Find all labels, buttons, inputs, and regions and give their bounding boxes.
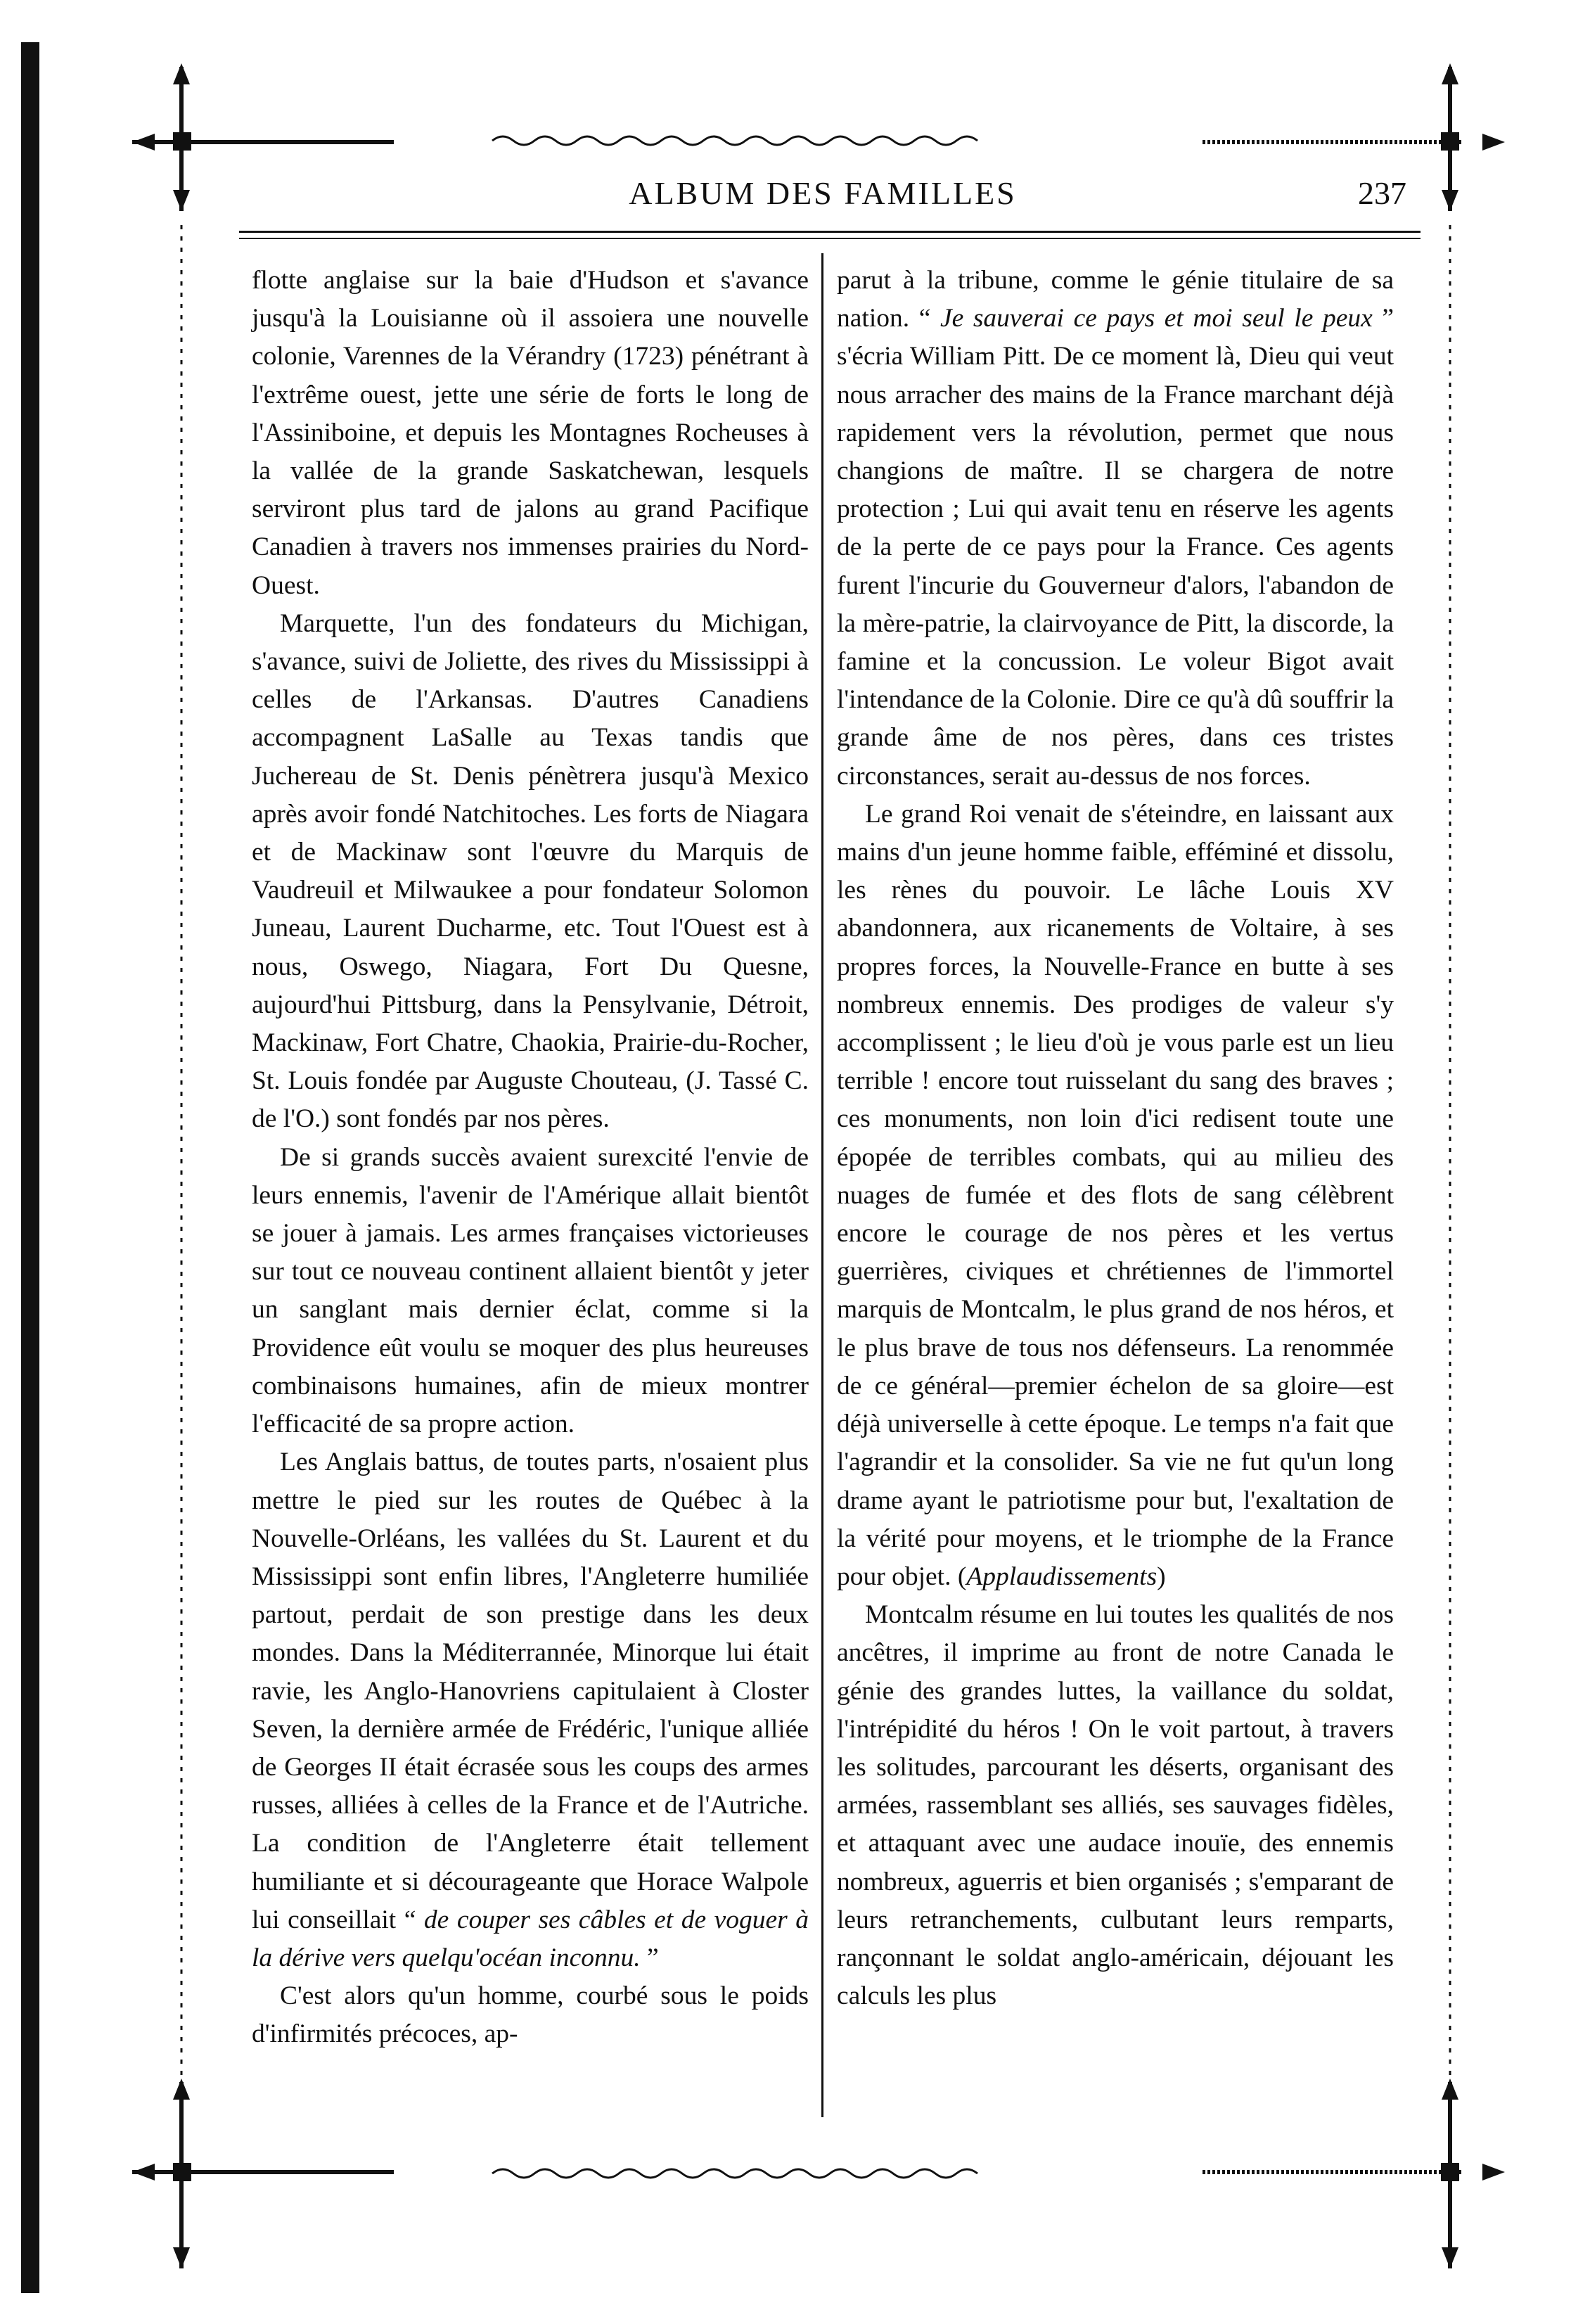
text-run: Les Anglais battus, de toutes parts, n'osaient plus mettre le pied sur les routes de Québec à la Nouvelle-Orléans, les vallées du St. Laurent et du Mississippi sont enfin libres, l'Angleterre humiliée partout, perdait de son prestige dans les deux mondes. Dans la Méditerrannée, Minorque lui était ravie, les Anglo-Hanovriens capitulaient à Closter Seven, la dernière armée de Frédéric, l'unique alliée de Georges II était écrasée sous les coups des armes russes, alliées à celles de la France et de l'Autriche. La condition de l'Angleterre était tellement humiliante et si décourageante que Horace Walpole lui conseillait “ (252, 1448, 809, 1934)
paragraph: C'est alors qu'un homme, courbé sous le poids d'infirmités précoces, ap- (252, 1981, 809, 2049)
paragraph: flotte anglaise sur la baie d'Hudson et s'avance jusqu'à la Louisianne où il assoiera une nouvelle colonie, Varennes de la Vérandry (1723) pénétrant à l'extrême ouest, jette une série de forts le long de l'Assiniboine, et depuis les Montagnes Rocheuses à la vallée de la grande Saskatchewan, lesquels serviront plus tard de jalons au grand Pacifique Canadien à travers nos immenses prairies du Nord-Ouest. (252, 266, 809, 600)
column-divider (821, 253, 823, 2117)
top-wavy-rule (492, 136, 977, 145)
pitt-quote: Je sauverai ce pays et moi seul le peux (940, 304, 1373, 333)
page-header (239, 174, 1406, 224)
text-run: ” (640, 1943, 659, 1972)
bottom-left-corner-ornament (132, 2079, 394, 2268)
text-run: ) (1157, 1562, 1166, 1591)
walpole-quote: de couper ses câbles et de voguer à la dérive vers quelqu'océan inconnu. (252, 1905, 809, 1972)
paragraph (837, 796, 1394, 1596)
page-number: 237 (1358, 175, 1406, 211)
text-run: Le grand Roi venait de s'éteindre, en laissant aux mains d'un jeune homme faible, efféminé et dissolu, les rènes du pouvoir. Le lâche Louis XV abandonnera, aux ricanements de Voltaire, à ses propres forces, la Nouvelle-France en butte à ses nombreux ennemis. Des prodiges de valeur s'y accomplissent ; le lieu d'où je vous parle est un lieu terrible ! encore tout ruisselant du sang des braves ; ces monuments, non loin d'ici redisent toute une épopée de terribles combats, qui au milieu des nuages de fumée et des flots de sang célèbrent encore le courage de nos pères et les vertus guerrières, civiques et chrétiennes de l'immortel marquis de Montcalm, le plus grand de nos héros, et le plus brave de tous nos défenseurs. La renommée de ce général—premier échelon de sa gloire—est déjà universelle à cette époque. Le temps n'a fait que l'agrandir et la consolider. Sa vie ne fut qu'un long drame ayant le patriotisme pour but, l'exaltation de la vérité pour moyens, et le triomphe de la France pour objet. ( (837, 799, 1394, 1591)
bottom-right-corner-ornament (1441, 2079, 1505, 2268)
text-run: ” s'écria William Pitt. De ce moment là, Dieu qui veut nous arracher des mains de la France marchant déjà rapidement vers la révolution, permet que nous changions de maître. Il se chargera de notre protection ; Lui qui avait tenu en réserve les agents de la perte de ce pays pour la France. Ces agents furent l'incurie du Gouverneur d'alors, l'abandon de la mère-patrie, la clairvoyance de Pitt, la discorde, la famine et la concussion. Le voleur Bigot avait l'intendance de la Colonie. Dire ce qu'à dû souffrir la grande âme de nos pères, dans ces tristes circonstances, serait au-dessus de nos forces. (837, 304, 1394, 791)
header-rule-top (239, 231, 1421, 233)
text-run: parut à la tribune, comme le génie titulaire de sa nation. “ (837, 266, 1394, 333)
paragraph: Marquette, l'un des fondateurs du Michigan, s'avance, suivi de Joliette, des rives du Mississippi à celles de l'Arkansas. D'autres Canadiens accompagnent LaSalle au Texas tandis que Juchereau de St. Denis pénètrera jusqu'à Mexico après avoir fondé Natchitoches. Les forts de Niagara et de Mackinaw sont l'œuvre du Marquis de Vaudreuil et Milwaukee a pour fondateur Solomon Juneau, Laurent Ducharme, etc. Tout l'Ouest est à nous, Oswego, Niagara, Fort Du Quesne, aujourd'hui Pittsburg, dans la Pensylvanie, Détroit, Mackinaw, Fort Chatre, Chaokia, Prairie-du-Rocher, St. Louis fondée par Auguste Chouteau, (J. Tassé C. de l'O.) sont fondés par nos pères. (252, 608, 809, 1134)
paragraph (837, 262, 1394, 796)
bottom-wavy-rule (492, 2169, 977, 2178)
paragraph: Montcalm résume en lui toutes les qualités de nos ancêtres, il imprime au front de notre Canada le génie des grandes luttes, la vaillance du soldat, l'intrépidité du héros ! On le voit partout, à travers les solitudes, parcourant les déserts, organisant des armées, rassemblant ses alliés, ses sauvages fidèles, et attaquant avec une audace inouïe, des ennemis nombreux, aguerris et bien organisés ; s'emparant de leurs retranchements, culbutant leurs remparts, rançonnant le soldat anglo-américain, déjouant les calculs les plus (837, 1600, 1394, 2011)
right-column (837, 262, 1394, 2015)
paragraph: De si grands succès avaient surexcité l'envie de leurs ennemis, l'avenir de l'Amérique allait bientôt se jouer à jamais. Les armes françaises victorieuses sur tout ce nouveau continent allaient bientôt y jeter un sanglant mais dernier éclat, comme si la Providence eût voulu se moquer des plus heureuses combinaisons humaines, afin de mieux montrer l'efficacité de sa propre action. (252, 1142, 809, 1439)
header-rule-bottom (239, 238, 1421, 239)
applause-note: Applaudissements (966, 1562, 1158, 1591)
top-right-corner-ornament (1441, 63, 1505, 211)
paragraph (252, 1443, 809, 1977)
running-head: ALBUM DES FAMILLES (629, 175, 1017, 211)
left-column (252, 262, 809, 2054)
